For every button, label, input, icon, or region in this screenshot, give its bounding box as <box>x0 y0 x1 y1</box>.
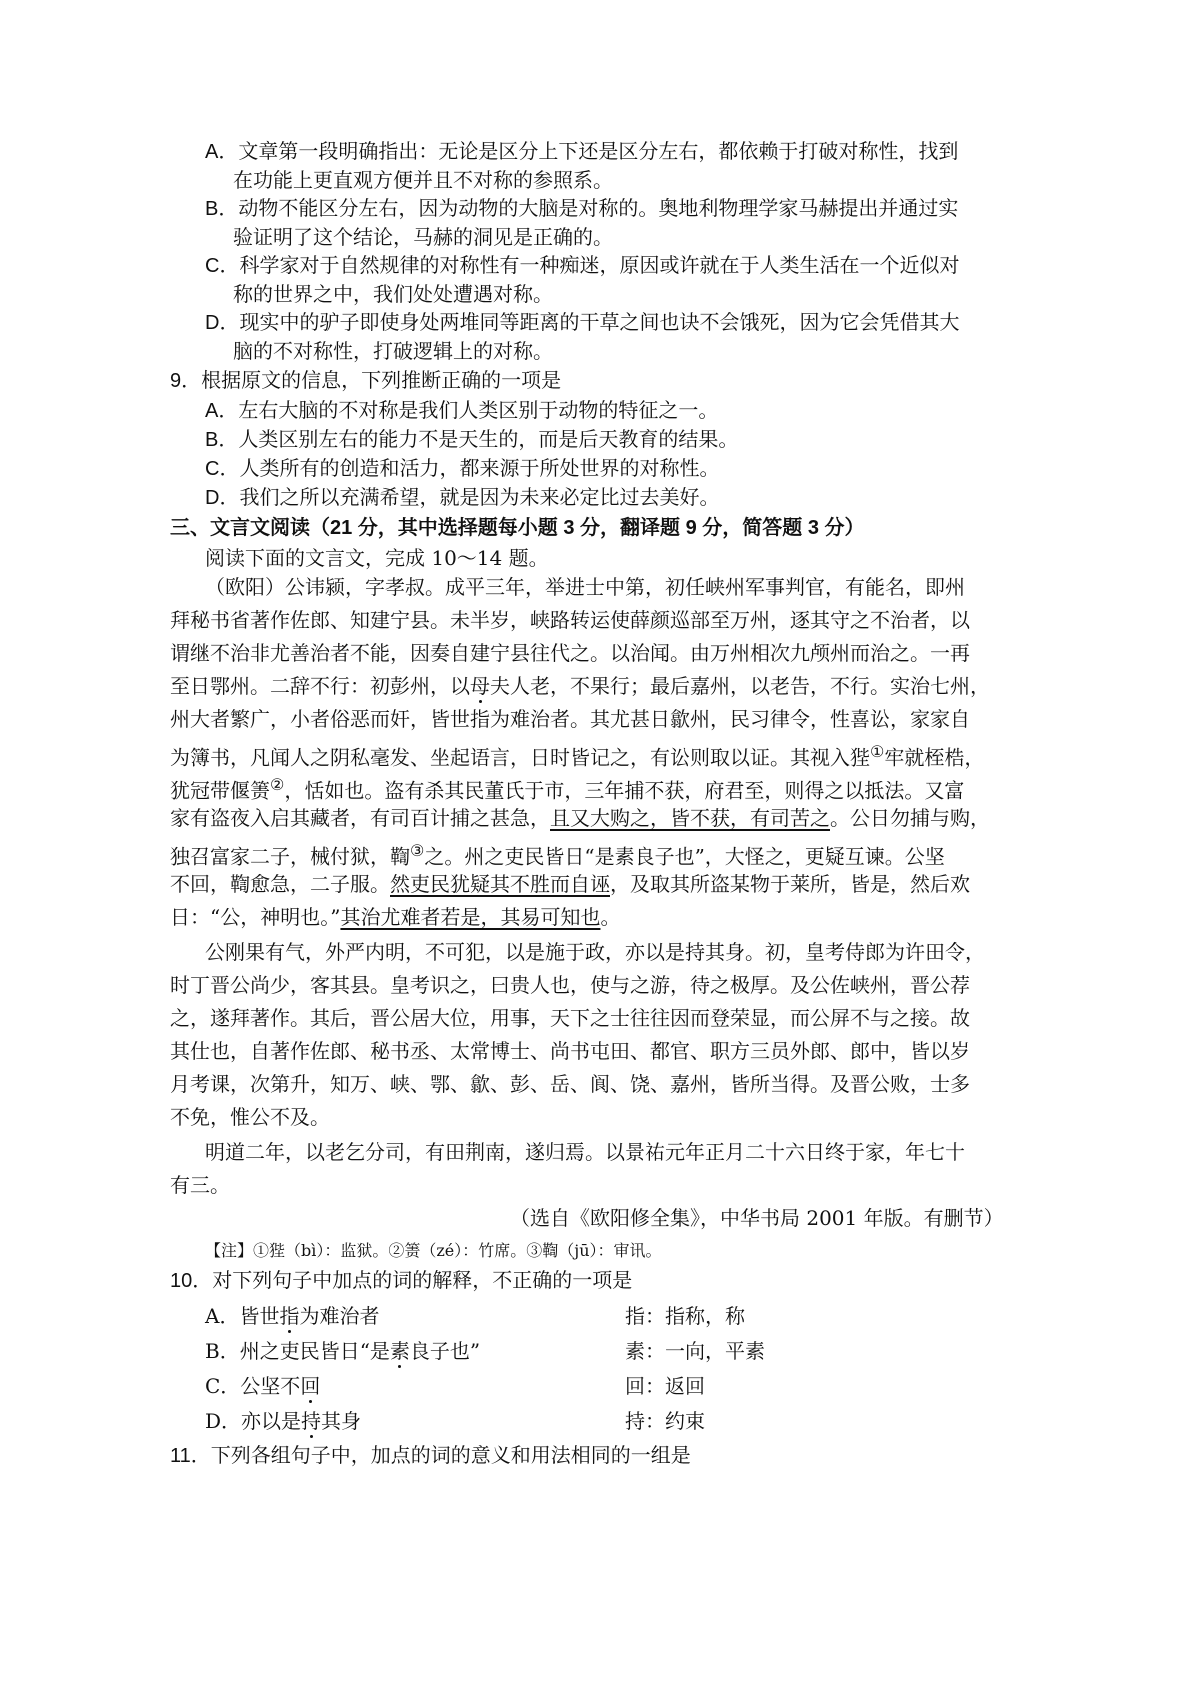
passage-line-10-b: ，及取其所盗某物于莱所，皆是，然后欢 <box>610 872 970 896</box>
passage-line-4-a: 至日鄂州。二辞不行：初彭州，以 <box>170 674 470 698</box>
passage-line-9 <box>170 836 945 872</box>
q10-c-explanation: 回：返回 <box>625 1374 705 1398</box>
passage-p2-line-5: 月考课，次第升，知万、峡、鄂、歙、彭、岳、阆、饶、嘉州，皆所当得。及晋公败，士多 <box>170 1072 970 1096</box>
passage-line-10-a: 不回，鞫愈急，二子服。 <box>170 872 390 896</box>
passage-p2-line-4: 其仕也，自著作佐郎、秘书丞、太常博士、尚书屯田、都官、职方三员外郎、郎中，皆以岁 <box>170 1039 970 1063</box>
q9-stem: 9．根据原文的信息，下列推断正确的一项是 <box>170 370 562 392</box>
q10-a-post: 为难治者 <box>299 1304 380 1328</box>
passage-p2-line-2: 时丁晋公尚少，客其县。皇考识之，曰贵人也，使与之游，待之极厚。及公佐峡州，晋公荐 <box>170 973 970 997</box>
passage-source: （选自《欧阳修全集》，中华书局 2001 年版。有删节） <box>510 1206 1004 1230</box>
q8-option-d-line2: 脑的不对称性，打破逻辑上的对称。 <box>233 339 553 363</box>
q10-d-dotted-word: 持 <box>301 1409 322 1433</box>
q9-option-c: C．人类所有的创造和活力，都来源于所处世界的对称性。 <box>205 458 720 480</box>
passage-p3-line-2: 有三。 <box>170 1173 230 1197</box>
passage-line-9-b: 之。州之吏民皆日“是素良子也”，大怪之，更疑互谏。公坚 <box>424 844 945 869</box>
passage-p2-line-3: 之，遂拜著作。其后，晋公居大位，用事，天下之士往往因而登荣显，而公屏不与之接。故 <box>170 1006 970 1030</box>
passage-p3-line-1: 明道二年，以老乞分司，有田荆南，遂归焉。以景祐元年正月二十六日终于家，年七十 <box>205 1140 965 1164</box>
section3-heading: 三、文言文阅读（21 分，其中选择题每小题 3 分，翻译题 9 分，简答题 3 分） <box>170 517 865 539</box>
passage-p2-line-6: 不免，惟公不及。 <box>170 1105 330 1129</box>
q8-option-c-line1: C．科学家对于自然规律的对称性有一种痴迷，原因或许就在于人类生活在一个近似对 <box>205 255 960 277</box>
passage-line-7 <box>170 770 964 806</box>
q10-option-c <box>205 1371 1005 1401</box>
dotted-word-mu: 母 <box>470 674 490 698</box>
passage-line-4-c: 夫人老，不果行；最后嘉州，以老告，不行。实治七州， <box>490 674 990 698</box>
q10-option-a <box>205 1301 1005 1331</box>
q8-option-b-line1: B．动物不能区分左右，因为动物的大脑是对称的。奥地利物理学家马赫提出并通过实 <box>205 198 959 220</box>
q10-option-b <box>205 1336 1005 1366</box>
passage-line-2: 拜秘书省著作佐郎、知建宁县。未半岁，峡路转运使薛颜巡部至万州，逐其守之不治者，以 <box>170 608 970 632</box>
passage-line-1: （欧阳）公讳颍，字孝叔。成平三年，举进士中第，初任峡州军事判官，有能名，即州 <box>205 575 965 599</box>
passage-line-9-a: 独召富家二子，械付狱，鞫 <box>170 844 410 869</box>
passage-p2-line-1: 公刚果有气，外严内明，不可犯，以是施于政，亦以是持其身。初，皇考侍郎为许田令， <box>205 940 985 964</box>
passage-line-8-a: 家有盗夜入启其藏者，有司百计捕之甚急， <box>170 806 550 830</box>
q8-option-c-line2: 称的世界之中，我们处处遭遇对称。 <box>233 282 553 306</box>
q10-b-pre: B．州之吏民皆日“是 <box>205 1339 390 1363</box>
underlined-sentence-3: 其治尤难者若是，其易可知也 <box>340 905 601 929</box>
q8-option-a-line1: A．文章第一段明确指出：无论是区分上下还是区分左右，都依赖于打破对称性，找到 <box>205 141 959 163</box>
passage-line-7-b: ，恬如也。盗有杀其民董氏于市，三年捕不获，府君至，则得之以抵法。又富 <box>284 778 965 803</box>
q9-option-b: B．人类区别左右的能力不是天生的，而是后天教育的结果。 <box>205 429 739 451</box>
passage-line-11-b: 。 <box>600 905 621 929</box>
passage-line-11-a: 日：“公，神明也。” <box>170 905 341 929</box>
q9-option-d: D．我们之所以充满希望，就是因为未来必定比过去美好。 <box>205 487 720 509</box>
underlined-sentence-2: 然吏民犹疑其不胜而自诬 <box>390 872 610 896</box>
q10-b-dotted-word: 素 <box>389 1339 410 1363</box>
q10-d-post: 其身 <box>321 1409 362 1433</box>
underlined-sentence-1: 且又大购之，皆不获，有司苦之 <box>550 806 830 830</box>
q10-d-explanation: 持：约束 <box>625 1409 705 1433</box>
q8-option-d-line1: D．现实中的驴子即使身处两堆同等距离的干草之间也诀不会饿死，因为它会凭借其大 <box>205 312 960 334</box>
q10-a-dotted-word: 指 <box>279 1304 300 1328</box>
q10-a-explanation: 指：指称，称 <box>625 1304 745 1328</box>
q10-c-dotted-word: 回 <box>300 1374 321 1398</box>
passage-line-4 <box>170 671 990 701</box>
section3-intro: 阅读下面的文言文，完成 10～14 题。 <box>205 546 549 570</box>
passage-line-10 <box>170 869 970 899</box>
q9-option-a: A．左右大脑的不对称是我们人类区别于动物的特征之一。 <box>205 400 719 422</box>
passage-line-8 <box>170 803 990 833</box>
q10-stem: 10．对下列句子中加点的词的解释，不正确的一项是 <box>170 1270 633 1292</box>
q10-a-pre: A．皆世 <box>205 1304 280 1328</box>
footnote-mark-1: ① <box>870 742 885 761</box>
q10-b-explanation: 素：一向，平素 <box>625 1339 765 1363</box>
footnote-mark-2: ② <box>270 775 285 794</box>
passage-line-8-b: 。公日勿捕与购， <box>830 806 990 830</box>
q10-c-pre: C．公坚不 <box>205 1374 301 1398</box>
footnote-mark-3: ③ <box>410 841 425 860</box>
q8-option-b-line2: 验证明了这个结论，马赫的洞见是正确的。 <box>233 225 613 249</box>
passage-line-6-b: 牢就桎梏， <box>884 745 985 770</box>
q8-option-a-line2: 在功能上更直观方便并且不对称的参照系。 <box>233 168 613 192</box>
q10-d-pre: D．亦以是 <box>205 1409 302 1433</box>
passage-line-5: 州大者繁广，小者俗恶而奸，皆世指为难治者。其尤甚日歙州，民习律令，性喜讼，家家自 <box>170 707 970 731</box>
q10-option-d <box>205 1406 1005 1436</box>
passage-line-7-a: 犹冠带偃箦 <box>170 778 270 803</box>
passage-line-6-a: 为簿书，凡闻人之阴私毫发、坐起语言，日时皆记之，有讼则取以证。其视入狴 <box>170 745 870 770</box>
q10-b-post: 良子也” <box>409 1339 481 1363</box>
passage-line-6 <box>170 737 984 773</box>
passage-line-3: 谓继不治非尤善治者不能，因奏自建宁县往代之。以治闻。由万州相次九颅州而治之。一再 <box>170 641 970 665</box>
q11-stem: 11．下列各组句子中，加点的词的意义和用法相同的一组是 <box>170 1445 691 1467</box>
passage-notes: 【注】①狴（bì）：监狱。②箦（zé）：竹席。③鞫（jū）：审讯。 <box>205 1241 662 1260</box>
passage-line-11 <box>170 902 620 932</box>
